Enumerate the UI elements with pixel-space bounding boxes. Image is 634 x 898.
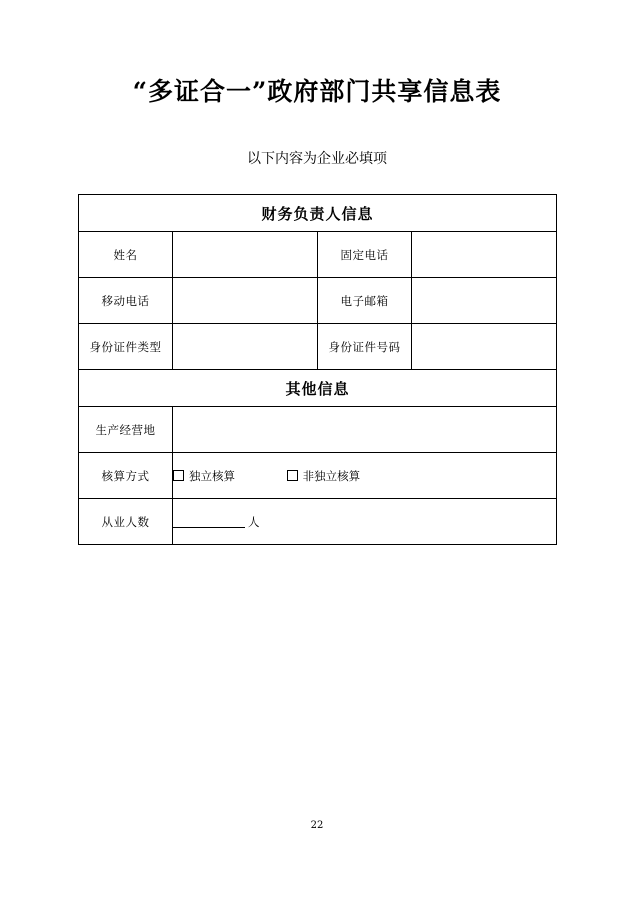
section-heading-finance: 财务负责人信息 [79,195,557,232]
fill-in-blank[interactable] [173,515,245,528]
checkbox-icon [173,470,184,481]
table-row [79,278,557,324]
field-mobile[interactable] [173,278,318,324]
field-id-type[interactable] [173,324,318,370]
field-id-number[interactable] [412,324,557,370]
field-business-location[interactable] [173,407,557,453]
table-row [79,232,557,278]
label-name: 姓名 [79,232,173,278]
label-id-number: 身份证件号码 [318,324,412,370]
table-row [79,407,557,453]
field-accounting-method [173,453,557,499]
field-name[interactable] [173,232,318,278]
page-number: 22 [310,820,324,831]
shared-information-form [78,194,557,545]
label-mobile: 移动电话 [79,278,173,324]
label-id-type: 身份证件类型 [79,324,173,370]
label-email: 电子邮箱 [318,278,412,324]
label-employee-count: 从业人数 [79,499,173,545]
page-title: “多证合一”政府部门共享信息表 [132,77,502,106]
option-label: 独立核算 [189,468,235,483]
table-row [79,324,557,370]
label-landline: 固定电话 [318,232,412,278]
checkbox-independent-accounting[interactable] [173,468,235,484]
table-row [79,453,557,499]
option-label: 非独立核算 [302,468,361,483]
field-landline[interactable] [412,232,557,278]
label-business-location: 生产经营地 [79,407,173,453]
table-row [79,370,557,407]
table-row [79,499,557,545]
checkbox-icon [287,470,298,481]
page-subtitle: 以下内容为企业必填项 [247,151,387,167]
table-row [79,195,557,232]
section-heading-other: 其他信息 [79,370,557,407]
checkbox-non-independent-accounting[interactable] [287,468,361,484]
field-employee-count[interactable] [173,499,557,545]
employee-count-unit: 人 [248,514,260,529]
label-accounting-method: 核算方式 [79,453,173,499]
field-email[interactable] [412,278,557,324]
